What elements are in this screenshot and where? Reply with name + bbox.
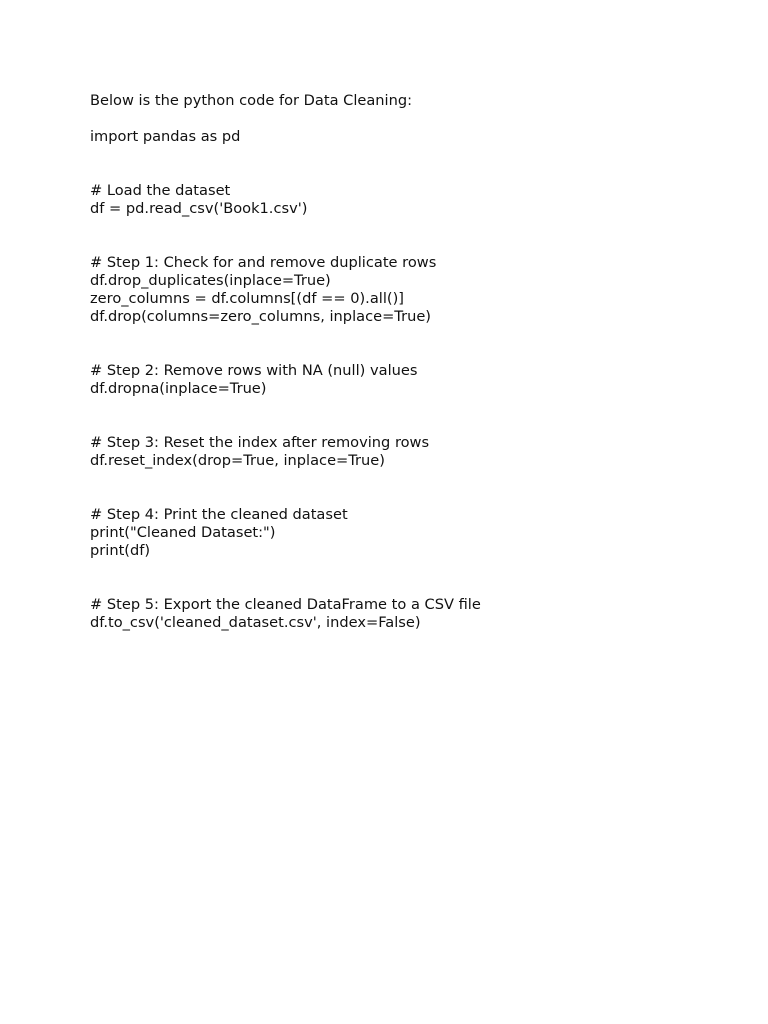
step1-comment: # Step 1: Check for and remove duplicate rows <box>90 254 437 271</box>
step4-code-line: print(df) <box>90 542 151 559</box>
step3-code: df.reset_index(drop=True, inplace=True) <box>90 452 385 469</box>
load-comment: # Load the dataset <box>90 182 231 199</box>
step4-code-line: print("Cleaned Dataset:") <box>90 524 276 541</box>
step5-code: df.to_csv('cleaned_dataset.csv', index=False) <box>90 614 421 631</box>
step2-code: df.dropna(inplace=True) <box>90 380 267 397</box>
step1-code-line: zero_columns = df.columns[(df == 0).all()] <box>90 290 404 307</box>
step1-code-line: df.drop(columns=zero_columns, inplace=True) <box>90 308 431 325</box>
document-body <box>90 92 730 632</box>
load-code: df = pd.read_csv('Book1.csv') <box>90 200 308 217</box>
step1-code-line: df.drop_duplicates(inplace=True) <box>90 272 331 289</box>
import-line: import pandas as pd <box>90 128 241 145</box>
step4-comment: # Step 4: Print the cleaned dataset <box>90 506 348 523</box>
step2-comment: # Step 2: Remove rows with NA (null) values <box>90 362 418 379</box>
step3-comment: # Step 3: Reset the index after removing rows <box>90 434 430 451</box>
intro-text: Below is the python code for Data Cleaning: <box>90 92 413 109</box>
step5-comment: # Step 5: Export the cleaned DataFrame to a CSV file <box>90 596 481 613</box>
